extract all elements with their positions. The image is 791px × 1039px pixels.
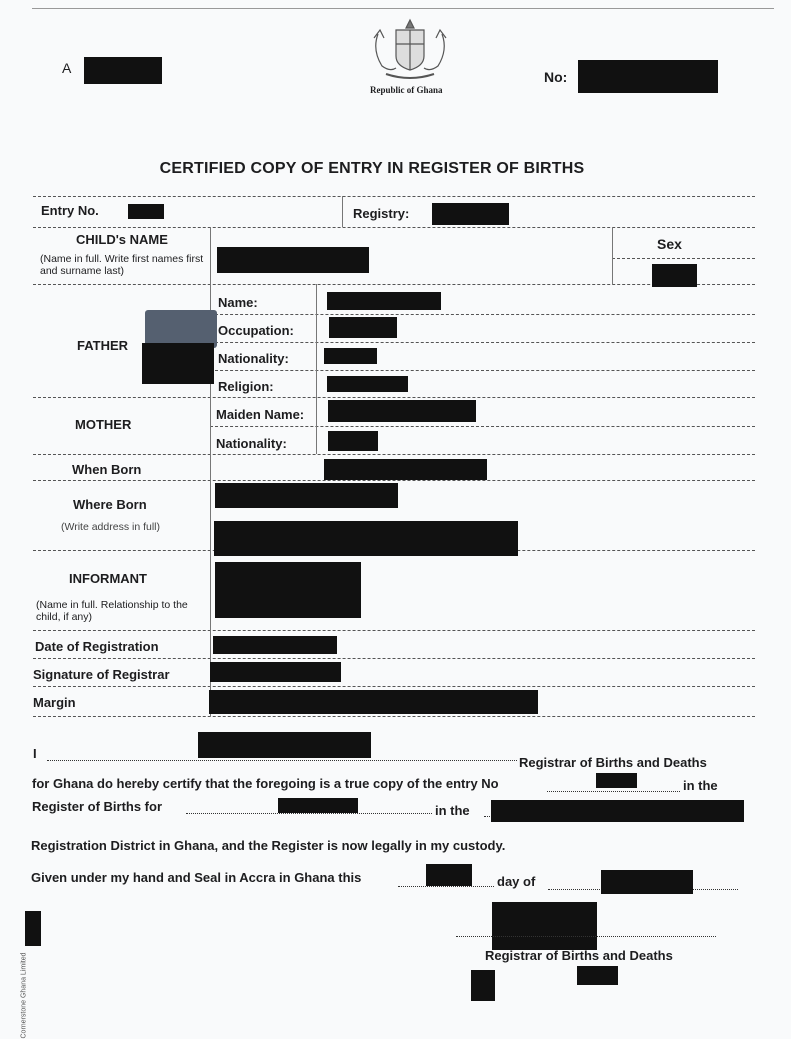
table-line [33,227,755,228]
cert-line5-mid: day of [497,874,536,889]
redacted-day [426,864,472,886]
redacted-where-born-line1 [215,483,398,508]
cert-line1-start: I [33,746,37,761]
redacted-seal-mark [577,966,618,985]
redacted-date-of-registration [213,636,337,654]
redacted-sex [652,264,697,287]
coat-of-arms-icon [366,16,454,86]
table-divider [210,227,211,716]
signature-line [456,936,716,937]
redacted-footer-mark [471,970,495,1001]
child-name-label: CHILD's NAME [76,232,168,247]
father-occupation-label: Occupation: [218,323,294,338]
top-border [32,8,774,9]
informant-note: (Name in full. Relationship to the child, if any) [36,599,188,623]
redacted-registrar-signature [210,662,341,682]
redacted-father-occupation [329,317,397,338]
child-name-note: (Name in full. Write first names first and surname last) [40,253,204,277]
mother-label: MOTHER [75,417,132,432]
redacted-registration-district [491,800,744,822]
redacted-father-religion [327,376,408,392]
table-line [33,686,755,687]
redacted-registry [432,203,509,225]
prefix-letter: A [62,60,72,76]
table-line [33,284,755,285]
redacted-father-name [327,292,441,310]
table-line-bottom [33,716,755,717]
cert-line5-start: Given under my hand and Seal in Accra in Ghana this [31,870,362,885]
redacted-registrar-name [198,732,371,758]
mother-nationality-label: Nationality: [216,436,287,451]
table-line [210,426,755,427]
redacted-month-year [601,870,693,894]
fill-line [547,791,680,792]
redacted-entry-no [128,204,164,219]
redacted-margin [209,690,538,714]
redacted-mother-nationality [328,431,378,451]
table-line [33,397,755,398]
when-born-label: When Born [72,462,142,477]
mother-maiden-name-label: Maiden Name: [216,407,305,422]
page-title: CERTIFIED COPY OF ENTRY IN REGISTER OF BIRTHS [159,160,585,177]
table-line [33,454,755,455]
father-label: FATHER [77,338,129,353]
fill-line [186,813,432,814]
margin-label: Margin [33,695,76,710]
cert-line3-mid: in the [435,803,470,818]
table-divider [342,196,343,227]
father-religion-label: Religion: [218,379,274,394]
redacted-signature [492,902,597,950]
cert-line2-end: in the [683,778,718,793]
side-print: Cornerstone Ghana Limited [20,952,28,1039]
registry-label: Registry: [353,206,410,221]
table-divider [612,227,613,284]
redacted-mother-maiden-name [328,400,476,422]
table-line-top [33,196,755,197]
crest-caption: Republic of Ghana [370,85,443,95]
cert-line4: Registration District in Ghana, and the Register is now legally in my custody. [31,838,506,853]
redacted-where-born-line2 [214,521,518,556]
cert-line1-end: Registrar of Births and Deaths [519,755,707,770]
where-born-note: (Write address in full) [61,521,161,533]
informant-label: INFORMANT [69,571,147,586]
redacted-father-nationality [324,348,377,364]
signature-caption: Registrar of Births and Deaths [485,948,673,963]
entry-no-label: Entry No. [41,203,99,218]
cert-line2-start: for Ghana do hereby certify that the foregoing is a true copy of the entry No [32,776,499,791]
redacted-father-stamp [142,343,214,384]
fill-line [47,760,517,761]
redacted-register-year [278,798,358,813]
cert-line3-start: Register of Births for [32,799,163,814]
date-of-registration-label: Date of Registration [35,639,159,654]
table-divider [316,284,317,454]
table-line [210,314,755,315]
table-line [33,480,755,481]
signature-of-registrar-label: Signature of Registrar [33,667,170,682]
redacted-when-born [324,459,487,480]
where-born-label: Where Born [73,497,147,512]
table-line [33,630,755,631]
redacted-serial-a [84,57,162,84]
redacted-informant [215,562,361,618]
father-name-label: Name: [218,295,258,310]
redacted-child-name [217,247,369,273]
table-line [210,370,755,371]
table-line [33,658,755,659]
father-nationality-label: Nationality: [218,351,289,366]
number-label: No: [544,69,568,85]
redacted-certificate-number [578,60,718,93]
table-line [210,342,755,343]
sex-label: Sex [657,236,682,252]
redacted-entry-number-cert [596,773,637,788]
table-line [612,258,755,259]
fill-line [398,886,494,887]
